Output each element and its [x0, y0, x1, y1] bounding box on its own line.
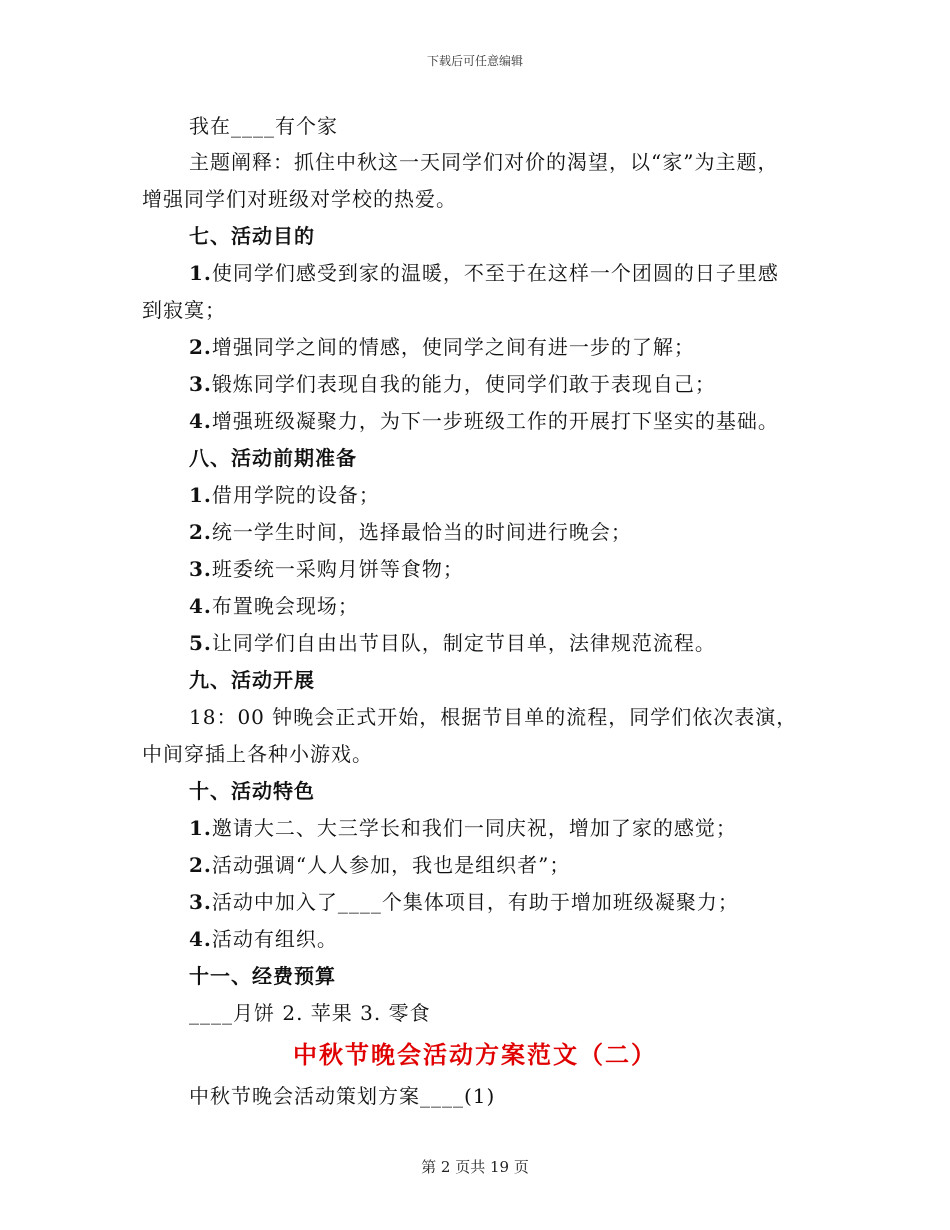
item-number: 1. — [189, 261, 212, 285]
item-number: 1. — [189, 483, 212, 507]
section-2-first-line: 中秋节晚会活动策划方案____(1) — [189, 1084, 496, 1108]
item-number: 1. — [189, 816, 212, 840]
theme-desc-1: 主题阐释：抓住中秋这一天同学们对价的渴望，以“家”为主题， — [189, 150, 779, 174]
item-text: 活动有组织。 — [211, 927, 338, 951]
section-9-heading: 九、活动开展 — [189, 668, 315, 692]
s10-item-4 — [189, 925, 338, 953]
budget-line: ____月饼 2. 苹果 3. 零食 — [189, 1001, 431, 1025]
section-11-heading: 十一、经费预算 — [189, 964, 336, 988]
item-number: 3. — [189, 557, 212, 581]
item-text: 布置晚会现场； — [211, 594, 359, 618]
item-number: 3. — [189, 890, 212, 914]
page-header: 下载后可任意编辑 — [426, 54, 523, 68]
s9-paragraph-1: 18：00 钟晚会正式开始，根据节目单的流程，同学们依次表演， — [189, 705, 798, 729]
item-text: 活动强调“人人参加，我也是组织者”； — [211, 853, 571, 877]
section-2-title: 中秋节晚会活动方案范文（二） — [293, 1040, 657, 1069]
section-8-heading: 八、活动前期准备 — [189, 446, 357, 470]
s9-paragraph-2: 中间穿插上各种小游戏。 — [142, 742, 373, 766]
item-text: 活动中加入了____个集体项目，有助于增加班级凝聚力； — [211, 890, 739, 914]
s8-item-1 — [189, 481, 380, 509]
item-number: 5. — [189, 631, 212, 655]
item-text: 增强同学之间的情感，使同学之间有进一步的了解； — [211, 335, 695, 359]
item-text: 让同学们自由出节目队，制定节目单，法律规范流程。 — [211, 631, 716, 655]
item-number: 4. — [189, 409, 212, 433]
item-text: 邀请大二、大三学长和我们一同庆祝，增加了家的感觉； — [211, 816, 737, 840]
item-number: 4. — [189, 927, 212, 951]
item-text: 锻炼同学们表现自我的能力，使同学们敢于表现自己； — [211, 372, 716, 396]
s7-item-1 — [189, 259, 779, 287]
item-number: 2. — [189, 335, 212, 359]
s8-item-4 — [189, 592, 359, 620]
item-text: 班委统一采购月饼等食物； — [211, 557, 464, 581]
s10-item-3 — [189, 888, 739, 916]
item-number: 2. — [189, 853, 212, 877]
s10-item-2 — [189, 851, 570, 879]
s8-item-3 — [189, 555, 464, 583]
item-number: 2. — [189, 520, 212, 544]
item-text: 借用学院的设备； — [211, 483, 380, 507]
s8-item-2 — [189, 518, 632, 546]
item-number: 4. — [189, 594, 212, 618]
section-7-heading: 七、活动目的 — [189, 224, 315, 248]
s7-item-1-cont: 到寂寞； — [142, 298, 226, 322]
s7-item-2 — [189, 333, 695, 361]
item-text: 统一学生时间，选择最恰当的时间进行晚会； — [211, 520, 632, 544]
item-number: 3. — [189, 372, 212, 396]
s10-item-1 — [189, 814, 737, 842]
item-text: 使同学们感受到家的温暖，不至于在这样一个团圆的日子里感 — [211, 261, 779, 285]
theme-line: 我在____有个家 — [189, 114, 338, 138]
s7-item-3 — [189, 370, 716, 398]
item-text: 增强班级凝聚力，为下一步班级工作的开展打下坚实的基础。 — [211, 409, 779, 433]
page-footer: 第 2 页共 19 页 — [421, 1158, 529, 1176]
s7-item-4 — [189, 407, 779, 435]
section-10-heading: 十、活动特色 — [189, 779, 315, 803]
theme-desc-2: 增强同学们对班级对学校的热爱。 — [142, 187, 457, 211]
s8-item-5 — [189, 629, 716, 657]
